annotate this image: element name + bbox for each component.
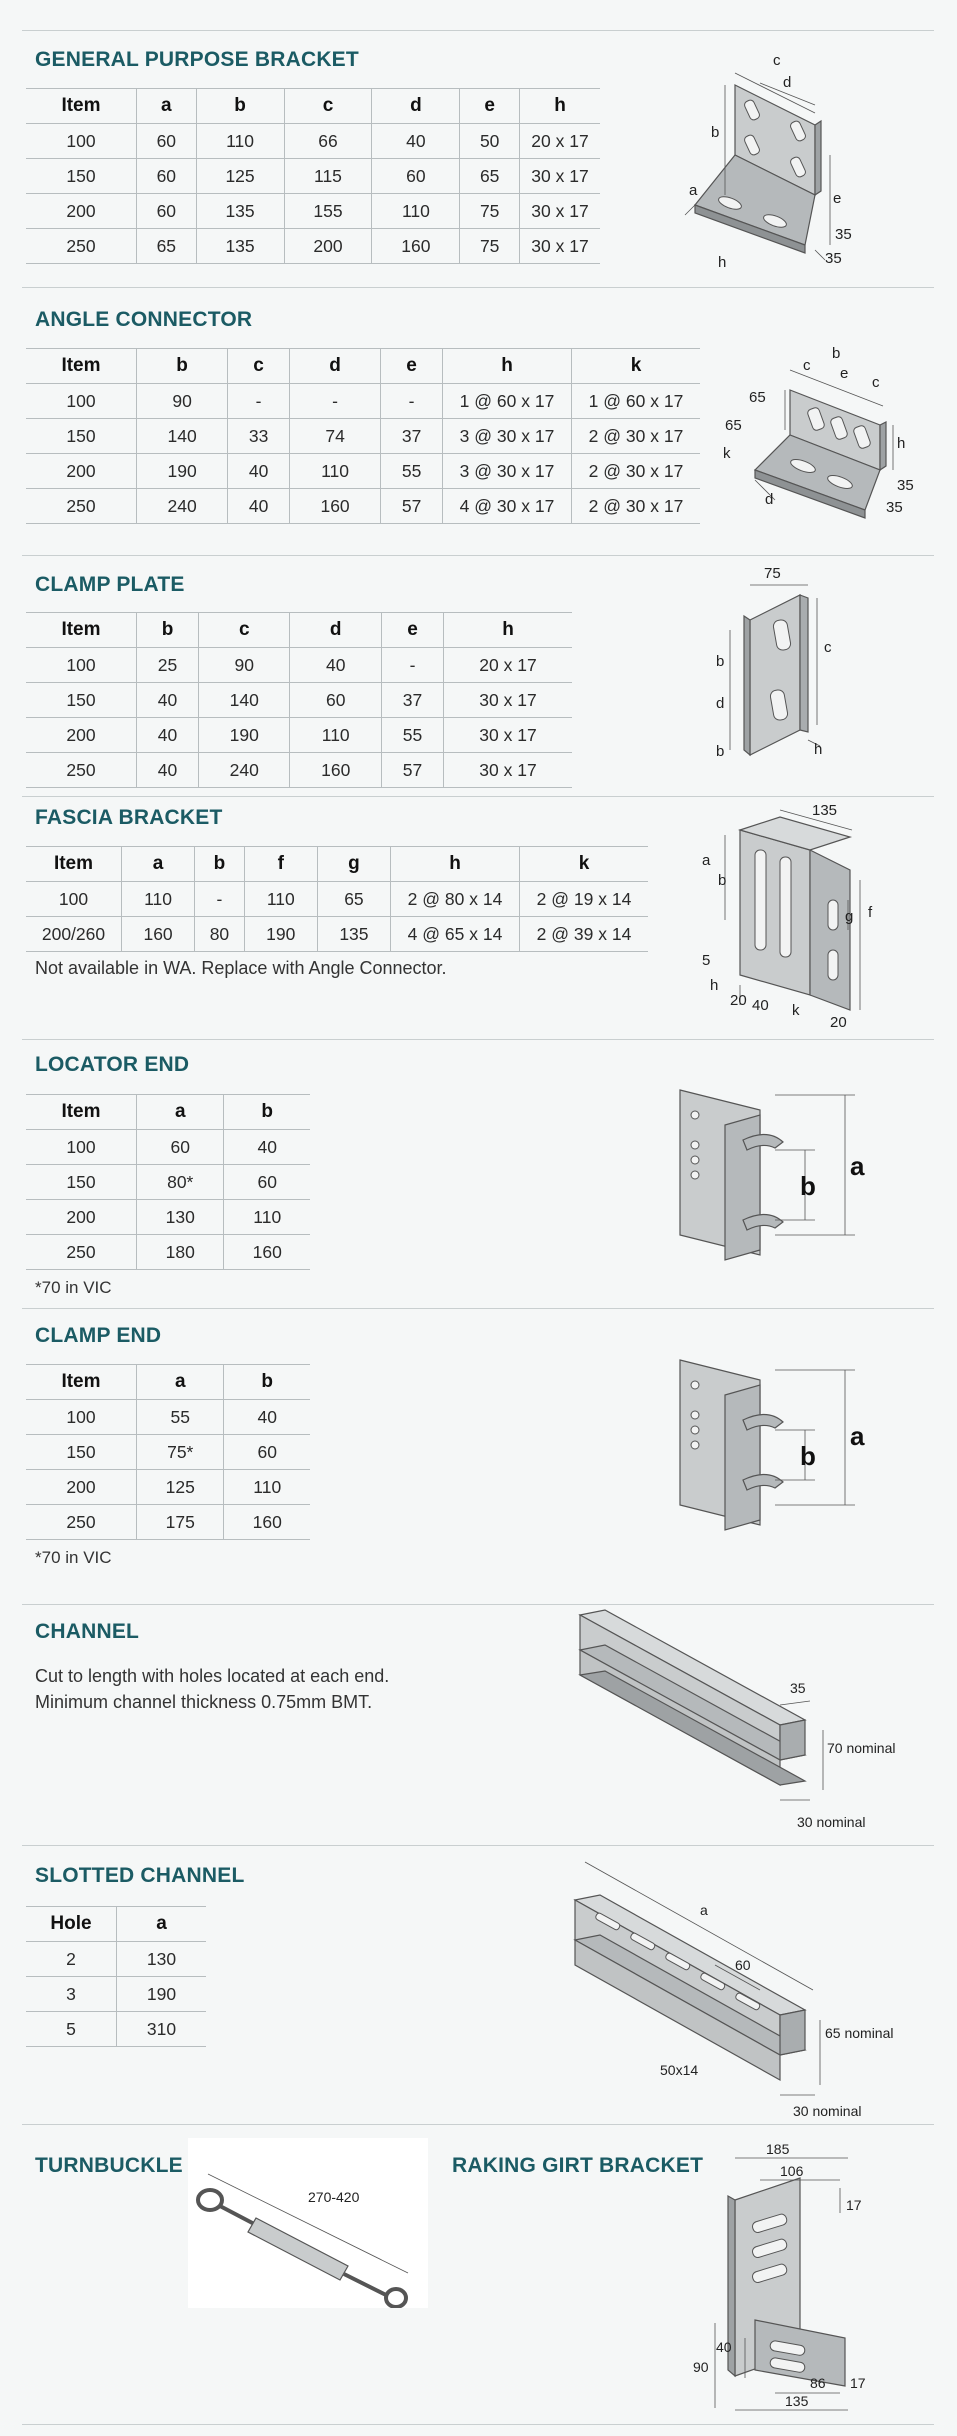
dim-label: a [700, 1902, 708, 1918]
table-cell: 250 [26, 753, 137, 788]
table-row [26, 1435, 310, 1470]
table-cell: 2 @ 80 x 14 [391, 882, 520, 917]
table-cell: 250 [26, 229, 137, 264]
table-header-row [26, 1365, 310, 1400]
section-title-angle-connector: ANGLE CONNECTOR [35, 308, 253, 331]
table-header-cell: a [137, 1365, 224, 1400]
table-cell: 20 x 17 [520, 124, 601, 159]
table-cell: 90 [199, 648, 290, 683]
general-purpose-bracket-illustration [665, 45, 875, 275]
clamp-end-note: *70 in VIC [35, 1548, 112, 1567]
dim-label: 20 [830, 1014, 847, 1031]
table-cell: 75* [137, 1435, 224, 1470]
table-header-cell: b [137, 349, 228, 384]
table-cell: 250 [26, 489, 137, 524]
divider [22, 1039, 934, 1040]
table-header-row [26, 613, 572, 648]
dim-label: 65 nominal [825, 2025, 894, 2041]
clamp-end-table [26, 1364, 310, 1540]
dim-label: h [718, 254, 727, 271]
table-cell: 2 @ 30 x 17 [572, 419, 701, 454]
table-row [26, 159, 600, 194]
table-row [26, 1235, 310, 1270]
table-row [26, 384, 700, 419]
dim-label: 270-420 [308, 2189, 360, 2205]
table-cell: 5 [26, 2012, 117, 2047]
section-title-raking-girt-bracket: RAKING GIRT BRACKET [452, 2154, 704, 2177]
table-cell: 2 @ 19 x 14 [520, 882, 649, 917]
table-cell: 110 [290, 718, 381, 753]
clamp-plate-table [26, 612, 572, 788]
table-cell: 74 [289, 419, 380, 454]
table-cell: - [289, 384, 380, 419]
dim-label: c [773, 52, 781, 69]
divider [22, 30, 934, 31]
channel-description-line-2: Minimum channel thickness 0.75mm BMT. [35, 1692, 373, 1712]
table-cell: 65 [317, 882, 390, 917]
table-header-cell: Item [26, 613, 137, 648]
table-cell: 240 [137, 489, 228, 524]
table-cell: 30 x 17 [520, 229, 601, 264]
table-cell: 200 [284, 229, 372, 264]
clamp-end-illustration [665, 1340, 890, 1540]
table-cell: 100 [26, 1400, 137, 1435]
table-header-cell: Item [26, 847, 122, 882]
dim-label: c [824, 639, 832, 656]
table-row [26, 2012, 206, 2047]
table-cell: - [381, 384, 443, 419]
slotted-channel-illustration [565, 1850, 925, 2125]
table-cell: 40 [290, 648, 381, 683]
fascia-bracket-illustration [680, 805, 905, 1033]
dim-label: b [711, 124, 720, 141]
table-cell: 190 [199, 718, 290, 753]
table-cell: 100 [26, 882, 122, 917]
table-cell: 250 [26, 1505, 137, 1540]
table-header-cell: h [391, 847, 520, 882]
dim-label: 50x14 [660, 2062, 699, 2078]
general-purpose-bracket-table [26, 88, 600, 264]
table-cell: 30 x 17 [444, 718, 573, 753]
table-cell: 25 [137, 648, 199, 683]
table-header-cell: b [196, 89, 284, 124]
table-cell: 200 [26, 1200, 137, 1235]
table-header-cell: a [137, 1095, 224, 1130]
table-cell: 40 [137, 683, 199, 718]
dim-label: a [689, 182, 698, 199]
table-cell: 130 [117, 1942, 207, 1977]
table-cell: 100 [26, 648, 137, 683]
table-cell: 135 [196, 229, 284, 264]
divider [22, 555, 934, 556]
table-row [26, 124, 600, 159]
dim-label: 35 [835, 226, 852, 243]
dim-label: f [868, 904, 873, 921]
turnbuckle-illustration [188, 2138, 428, 2308]
table-cell: 160 [122, 917, 195, 952]
table-cell: 3 [26, 1977, 117, 2012]
table-header-row [26, 1907, 206, 1942]
table-cell: - [195, 882, 245, 917]
table-cell: 150 [26, 1165, 137, 1200]
table-cell: 110 [372, 194, 460, 229]
dim-label: b [718, 872, 727, 889]
table-cell: 1 @ 60 x 17 [443, 384, 572, 419]
table-cell: 90 [137, 384, 228, 419]
dim-label: e [833, 190, 842, 207]
table-header-cell: e [381, 349, 443, 384]
locator-end-table [26, 1094, 310, 1270]
table-row [26, 882, 648, 917]
dim-label: 135 [812, 805, 838, 819]
divider [22, 2424, 934, 2425]
table-row [26, 1165, 310, 1200]
dim-label: h [897, 435, 906, 452]
table-cell: 80* [137, 1165, 224, 1200]
table-header-cell: e [381, 613, 443, 648]
table-cell: 2 @ 30 x 17 [572, 454, 701, 489]
table-cell: 150 [26, 419, 137, 454]
table-row [26, 194, 600, 229]
table-row [26, 1505, 310, 1540]
table-cell: 100 [26, 1130, 137, 1165]
table-cell: 80 [195, 917, 245, 952]
divider [22, 1308, 934, 1309]
dim-label: a [850, 1151, 865, 1181]
table-cell: 65 [460, 159, 520, 194]
table-cell: 57 [381, 753, 443, 788]
raking-girt-bracket-illustration [690, 2138, 870, 2423]
table-header-cell: g [317, 847, 390, 882]
dim-label: k [723, 445, 731, 462]
table-cell: 30 x 17 [444, 683, 573, 718]
table-cell: 60 [137, 159, 197, 194]
table-header-cell: c [228, 349, 290, 384]
table-cell: 135 [196, 194, 284, 229]
section-title-channel: CHANNEL [35, 1620, 140, 1643]
table-cell: 135 [317, 917, 390, 952]
table-header-cell: Hole [26, 1907, 117, 1942]
table-cell: 160 [224, 1235, 310, 1270]
table-cell: 20 x 17 [444, 648, 573, 683]
dim-label: 17 [846, 2197, 862, 2213]
slotted-channel-table [26, 1906, 206, 2047]
table-header-cell: h [444, 613, 573, 648]
table-cell: 175 [137, 1505, 224, 1540]
table-cell: 50 [460, 124, 520, 159]
dim-label: d [783, 74, 792, 91]
dim-label: 35 [825, 250, 842, 267]
channel-illustration [565, 1605, 925, 1840]
table-cell: 1 @ 60 x 17 [572, 384, 701, 419]
table-cell: 180 [137, 1235, 224, 1270]
table-cell: 140 [137, 419, 228, 454]
section-title-locator-end: LOCATOR END [35, 1053, 190, 1076]
table-cell: 110 [289, 454, 380, 489]
table-row [26, 229, 600, 264]
table-cell: 100 [26, 384, 137, 419]
channel-description-line-1: Cut to length with holes located at each end. [35, 1666, 390, 1686]
table-cell: 125 [137, 1470, 224, 1505]
dim-label: b [800, 1441, 816, 1471]
table-cell: 60 [290, 683, 381, 718]
table-header-cell: Item [26, 1365, 137, 1400]
table-cell: 110 [224, 1200, 310, 1235]
dim-label: 86 [810, 2375, 826, 2391]
angle-connector-illustration [705, 330, 930, 530]
table-cell: 160 [372, 229, 460, 264]
table-header-cell: e [460, 89, 520, 124]
table-cell: 160 [289, 489, 380, 524]
dim-label: h [814, 741, 823, 758]
table-cell: 125 [196, 159, 284, 194]
table-header-cell: d [290, 613, 381, 648]
dim-label: 40 [752, 997, 769, 1014]
dim-label: b [832, 345, 841, 362]
table-cell: 30 x 17 [520, 194, 601, 229]
dim-label: c [872, 374, 880, 391]
table-header-cell: c [199, 613, 290, 648]
dim-label: 135 [785, 2393, 809, 2409]
dim-label: k [792, 1002, 800, 1019]
table-header-cell: a [122, 847, 195, 882]
locator-note: *70 in VIC [35, 1278, 112, 1297]
table-header-cell: k [572, 349, 701, 384]
table-cell: 3 @ 30 x 17 [443, 419, 572, 454]
table-cell: 240 [199, 753, 290, 788]
table-cell: 57 [381, 489, 443, 524]
table-cell: 160 [224, 1505, 310, 1540]
table-row [26, 1470, 310, 1505]
table-cell: 40 [224, 1130, 310, 1165]
table-header-cell: a [137, 89, 197, 124]
table-header-row [26, 89, 600, 124]
table-row [26, 1942, 206, 1977]
table-cell: 65 [137, 229, 197, 264]
table-cell: 200 [26, 718, 137, 753]
dim-label: a [850, 1421, 865, 1451]
dim-label: b [716, 743, 725, 760]
fascia-bracket-table [26, 846, 648, 952]
table-header-row [26, 349, 700, 384]
table-row [26, 454, 700, 489]
table-header-cell: d [372, 89, 460, 124]
table-cell: 115 [284, 159, 372, 194]
section-title-slotted-channel: SLOTTED CHANNEL [35, 1864, 245, 1887]
table-cell: 2 @ 30 x 17 [572, 489, 701, 524]
table-header-cell: b [137, 613, 199, 648]
dim-label: b [716, 653, 725, 670]
table-cell: 40 [224, 1400, 310, 1435]
table-cell: 110 [244, 882, 317, 917]
dim-label: 17 [850, 2375, 866, 2391]
section-title-clamp-plate: CLAMP PLATE [35, 573, 185, 596]
table-cell: 110 [224, 1470, 310, 1505]
dim-label: g [845, 908, 854, 925]
table-cell: 40 [137, 718, 199, 753]
divider [22, 796, 934, 797]
table-cell: 310 [117, 2012, 207, 2047]
section-title-general-purpose-bracket: GENERAL PURPOSE BRACKET [35, 48, 359, 71]
table-header-cell: h [443, 349, 572, 384]
table-cell: 190 [244, 917, 317, 952]
table-cell: 30 x 17 [520, 159, 601, 194]
table-cell: 4 @ 30 x 17 [443, 489, 572, 524]
table-cell: 60 [137, 124, 197, 159]
fascia-note: Not available in WA. Replace with Angle Connector. [35, 958, 447, 978]
table-header-cell: b [224, 1365, 310, 1400]
table-header-cell: a [117, 1907, 207, 1942]
table-cell: 60 [372, 159, 460, 194]
table-cell: 190 [117, 1977, 207, 2012]
table-row [26, 753, 572, 788]
table-cell: 100 [26, 124, 137, 159]
dim-label: d [716, 695, 725, 712]
dim-label: 106 [780, 2163, 804, 2179]
dim-label: 5 [702, 952, 711, 969]
table-cell: 55 [381, 718, 443, 753]
section-title-fascia-bracket: FASCIA BRACKET [35, 806, 223, 829]
dim-label: h [710, 977, 719, 994]
dim-label: 65 [725, 417, 742, 434]
table-header-cell: d [289, 349, 380, 384]
dim-label: 75 [764, 565, 781, 582]
table-cell: 60 [137, 1130, 224, 1165]
clamp-plate-illustration [700, 560, 860, 765]
table-header-cell: b [195, 847, 245, 882]
table-header-cell: f [244, 847, 317, 882]
table-cell: 30 x 17 [444, 753, 573, 788]
dim-label: b [800, 1171, 816, 1201]
table-header-cell: h [520, 89, 601, 124]
table-header-cell: k [520, 847, 649, 882]
divider [22, 1845, 934, 1846]
table-cell: 110 [196, 124, 284, 159]
table-row [26, 1130, 310, 1165]
table-cell: 33 [228, 419, 290, 454]
table-cell: 60 [224, 1165, 310, 1200]
table-cell: 55 [381, 454, 443, 489]
table-cell: 2 [26, 1942, 117, 1977]
dim-label: d [765, 491, 774, 508]
table-cell: - [381, 648, 443, 683]
table-cell: 200 [26, 454, 137, 489]
table-cell: 66 [284, 124, 372, 159]
table-cell: - [228, 384, 290, 419]
table-cell: 140 [199, 683, 290, 718]
table-header-cell: Item [26, 1095, 137, 1130]
table-header-cell: b [224, 1095, 310, 1130]
table-cell: 155 [284, 194, 372, 229]
table-cell: 200 [26, 1470, 137, 1505]
table-header-cell: c [284, 89, 372, 124]
table-header-row [26, 1095, 310, 1130]
table-row [26, 917, 648, 952]
table-cell: 150 [26, 683, 137, 718]
dim-label: 90 [693, 2359, 709, 2375]
table-cell: 40 [228, 489, 290, 524]
table-cell: 37 [381, 683, 443, 718]
dim-label: 20 [730, 992, 747, 1009]
table-cell: 2 @ 39 x 14 [520, 917, 649, 952]
dim-label: a [702, 852, 711, 869]
section-title-turnbuckle: TURNBUCKLE [35, 2154, 183, 2177]
table-row [26, 648, 572, 683]
table-cell: 60 [137, 194, 197, 229]
table-cell: 150 [26, 159, 137, 194]
section-title-clamp-end: CLAMP END [35, 1324, 162, 1347]
table-row [26, 1200, 310, 1235]
table-row [26, 1977, 206, 2012]
dim-label: 185 [766, 2141, 790, 2157]
table-cell: 110 [122, 882, 195, 917]
table-row [26, 683, 572, 718]
table-cell: 160 [290, 753, 381, 788]
table-cell: 4 @ 65 x 14 [391, 917, 520, 952]
dim-label: 30 nominal [793, 2103, 862, 2119]
table-header-cell: Item [26, 349, 137, 384]
table-header-cell: Item [26, 89, 137, 124]
table-cell: 190 [137, 454, 228, 489]
dim-label: 30 nominal [797, 1814, 866, 1830]
table-cell: 130 [137, 1200, 224, 1235]
divider [22, 287, 934, 288]
table-row [26, 718, 572, 753]
table-row [26, 489, 700, 524]
locator-end-illustration [665, 1070, 890, 1270]
table-cell: 60 [224, 1435, 310, 1470]
table-cell: 250 [26, 1235, 137, 1270]
table-cell: 55 [137, 1400, 224, 1435]
table-cell: 40 [228, 454, 290, 489]
dim-label: c [803, 357, 811, 374]
dim-label: 70 nominal [827, 1740, 896, 1756]
table-cell: 200 [26, 194, 137, 229]
dim-label: e [840, 365, 849, 382]
dim-label: 35 [790, 1680, 806, 1696]
table-row [26, 419, 700, 454]
table-cell: 3 @ 30 x 17 [443, 454, 572, 489]
angle-connector-table [26, 348, 700, 524]
dim-label: 60 [735, 1957, 751, 1973]
dim-label: 40 [716, 2339, 732, 2355]
table-cell: 75 [460, 194, 520, 229]
table-cell: 40 [137, 753, 199, 788]
table-cell: 150 [26, 1435, 137, 1470]
table-row [26, 1400, 310, 1435]
table-header-row [26, 847, 648, 882]
table-cell: 200/260 [26, 917, 122, 952]
table-cell: 37 [381, 419, 443, 454]
table-cell: 75 [460, 229, 520, 264]
table-cell: 40 [372, 124, 460, 159]
dim-label: 35 [886, 499, 903, 516]
dim-label: 35 [897, 477, 914, 494]
dim-label: 65 [749, 389, 766, 406]
